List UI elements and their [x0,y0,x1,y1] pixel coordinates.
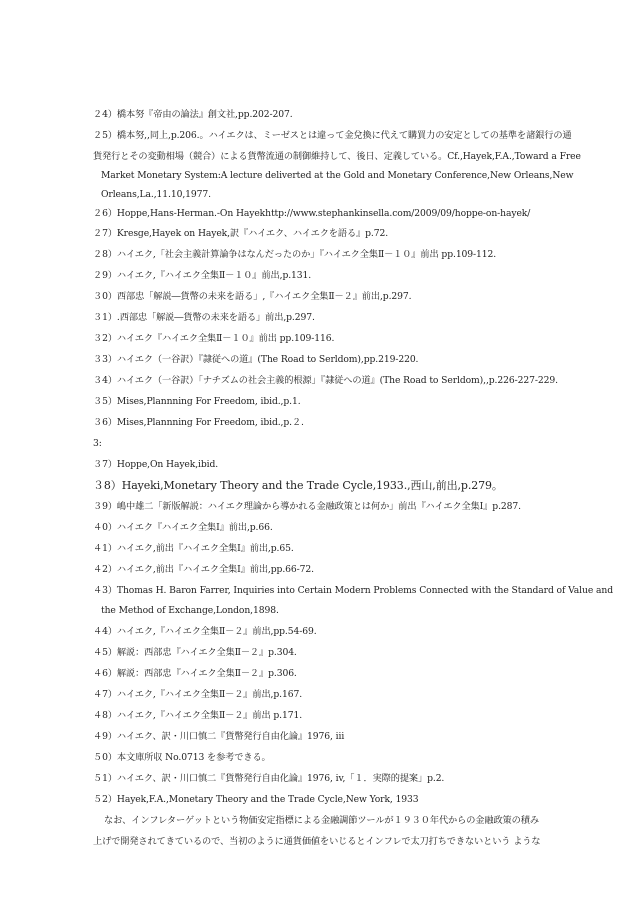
footnote-35: ３5）Mises,Plannning For Freedom, ibid.,p.1. [93,396,301,407]
footnote-46: ４6）解説：西部忠『ハイエク全集Ⅱ－２』p.306. [93,668,297,679]
footnote-25-cont: Orleans,La.,11.10,1977. [101,189,211,200]
footnote-36: ３6）Mises,Plannning For Freedom, ibid.,p.２. [93,417,304,428]
footnote-30: ３0）西部忠「解説―貨幣の未来を語る」,『ハイエク全集Ⅱ－２』前出,p.297. [93,291,412,302]
footnote-25-cont: Market Monetary System:A lecture deliverted at the Gold and Monetary Conference,New Orleans,New [101,170,574,181]
footnote-42: ４2）ハイエク,前出『ハイエク全集Ⅰ』前出,pp.66-72. [93,564,314,575]
footnote-44: ４4）ハイエク,『ハイエク全集Ⅱ－２』前出,pp.54-69. [93,626,317,637]
footnote-25-cont: 貨発行とその変動相場（競合）による貨幣流通の制御維持して、後日、定義している。Cf.,Hayek,F.A.,Toward a Free [93,151,581,162]
footnote-27: ２7）Kresge,Hayek on Hayek,訳『ハイエク、ハイエクを語る』p.72. [93,228,389,239]
footnote-39: ３9）嶋中雄二「新版解説：ハイエク理論から導かれる金融政策とは何か」前出『ハイエク全集Ⅰ』p.287. [93,501,521,512]
footnote-51: ５1）ハイエク、訳・川口慎二『貨幣発行自由化論』1976, iv,「１．実際的提案」p.2. [93,773,445,784]
footnote-40: ４0）ハイエク『ハイエク全集Ⅰ』前出,p.66. [93,522,273,533]
footnote-28: ２8）ハイエク,「社会主義計算論争はなんだったのか」『ハイエク全集Ⅱ－１０』前出 pp.109-112. [93,249,497,260]
footnote-34: ３4）ハイエク（一谷訳）「ナチズムの社会主義的根源」『隷従への道』(The Road to Serldom),,p.226-227-229. [93,375,558,386]
footnote-26: ２6）Hoppe,Hans-Herman.-On Hayekhttp://www.stephankinsella.com/2009/09/hoppe-on-hayek/ [93,208,531,219]
footnote-31: ３1）.西部忠「解説―貨幣の未来を語る」前出,p.297. [93,312,315,323]
paragraph-line: 上げで開発されてきているので、当初のように通貨価値をいじるとインフレで太刀打ちできないという ような [93,836,541,847]
footnote-47: ４7）ハイエク,『ハイエク全集Ⅱ－２』前出,p.167. [93,689,303,700]
footnote-24: ２4）橋本努『帝由の論法』創文社,pp.202-207. [93,109,293,120]
footnote-45: ４5）解説：西部忠『ハイエク全集Ⅱ－２』p.304. [93,647,297,658]
stray-text: 3: [93,438,102,449]
footnote-25: ２5）橋本努,,同上,p.206.。ハイエクは、ミーゼスとは違って金兌換に代えて購買力の安定としての基準を諸銀行の通 [93,130,572,141]
footnote-32: ３2）ハイエク『ハイエク全集Ⅱ－１０』前出 pp.109-116. [93,333,335,344]
footnote-50: ５0）本文庫所収 No.0713 を参考できる。 [93,752,271,763]
footnote-37: ３7）Hoppe,On Hayek,ibid. [93,459,219,470]
footnote-49: ４9）ハイエク、訳・川口慎二『貨幣発行自由化論』1976, iii [93,731,345,742]
paragraph-line: なお、インフレターゲットという物価安定指標による金融調節ツールが１９３０年代からの金融政策の積み [104,815,539,826]
footnote-43-cont: the Method of Exchange,London,1898. [101,605,279,616]
footnote-41: ４1）ハイエク,前出『ハイエク全集Ⅰ』前出,p.65. [93,543,294,554]
footnote-52: ５2）Hayek,F.A.,Monetary Theory and the Trade Cycle,New York, 1933 [93,794,419,805]
footnote-33: ３3）ハイエク（一谷訳）『隷従への道』(The Road to Serldom),pp.219-220. [93,354,419,365]
footnote-29: ２9）ハイエク,『ハイエク全集Ⅱ－１０』前出,p.131. [93,270,312,281]
footnote-48: ４8）ハイエク,『ハイエク全集Ⅱ－２』前出 p.171. [93,710,303,721]
footnote-43: ４3）Thomas H. Baron Farrer, Inquiries into Certain Modern Problems Connected with the Standard of Value and [93,585,613,596]
footnote-38: ３8）Hayeki,Monetary Theory and the Trade Cycle,1933.,西山,前出,p.279。 [93,480,503,492]
